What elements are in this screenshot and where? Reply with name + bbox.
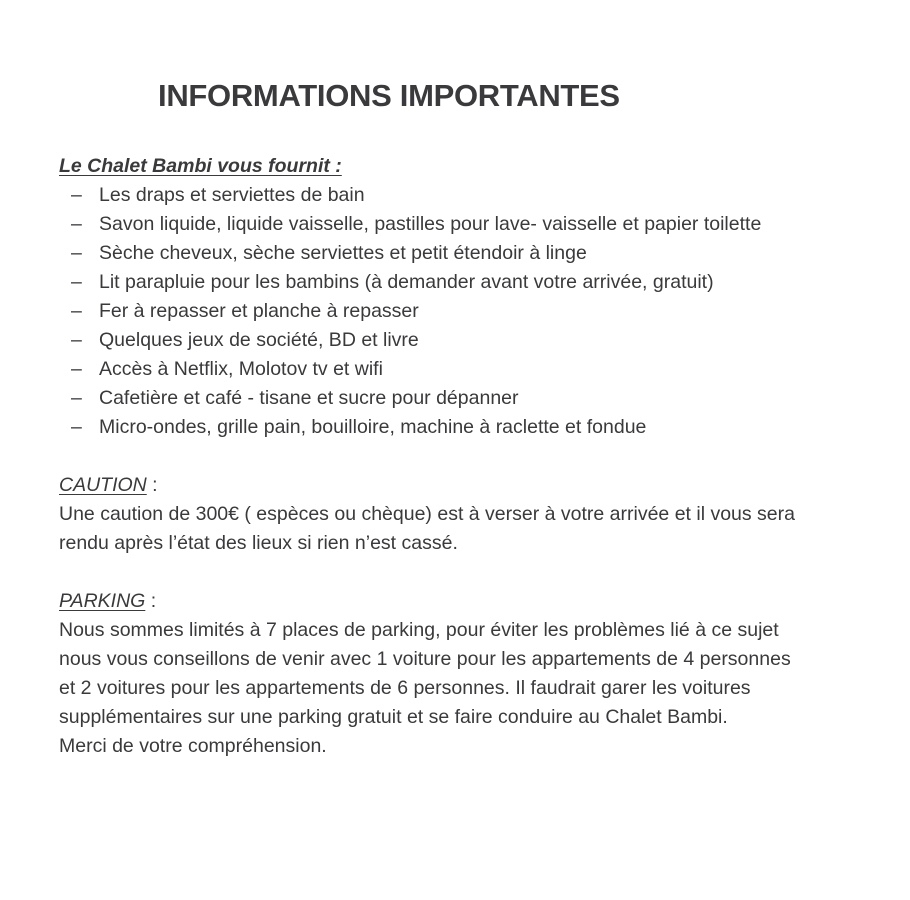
section-spacer bbox=[59, 558, 859, 587]
list-item bbox=[59, 384, 859, 413]
list-item-text: Sèche cheveux, sèche serviettes et petit étendoir à linge bbox=[99, 242, 587, 264]
parking-line: supplémentaires sur une parking gratuit et se faire conduire au Chalet Bambi. bbox=[59, 706, 728, 728]
caution-heading bbox=[59, 471, 859, 500]
provides-heading bbox=[59, 152, 859, 181]
caution-line: Une caution de 300€ ( espèces ou chèque) est à verser à votre arrivée et il vous sera bbox=[59, 503, 795, 525]
parking-section bbox=[59, 587, 859, 761]
caution-line: rendu après l’état des lieux si rien n’est cassé. bbox=[59, 532, 458, 554]
provides-list bbox=[59, 181, 859, 442]
parking-line: Merci de votre compréhension. bbox=[59, 735, 327, 757]
list-item-text: Quelques jeux de société, BD et livre bbox=[99, 329, 419, 351]
caution-text bbox=[59, 500, 859, 558]
list-item-text: Micro-ondes, grille pain, bouilloire, machine à raclette et fondue bbox=[99, 416, 647, 438]
provides-section bbox=[59, 152, 859, 442]
dash-bullet: – bbox=[71, 213, 82, 235]
page-title: INFORMATIONS IMPORTANTES bbox=[158, 78, 620, 113]
parking-text bbox=[59, 616, 859, 761]
dash-bullet: – bbox=[71, 329, 82, 351]
dash-bullet: – bbox=[71, 271, 82, 293]
list-item bbox=[59, 268, 859, 297]
document-body bbox=[59, 152, 859, 761]
list-item-text: Savon liquide, liquide vaisselle, pastilles pour lave- vaisselle et papier toilette bbox=[99, 213, 762, 235]
caution-heading-label: CAUTION bbox=[59, 474, 147, 496]
list-item bbox=[59, 297, 859, 326]
list-item bbox=[59, 181, 859, 210]
parking-heading bbox=[59, 587, 859, 616]
parking-heading-label: PARKING bbox=[59, 590, 146, 612]
caution-heading-colon: : bbox=[146, 474, 158, 496]
list-item bbox=[59, 239, 859, 268]
dash-bullet: – bbox=[71, 387, 82, 409]
dash-bullet: – bbox=[71, 358, 82, 380]
provides-heading-label: Le Chalet Bambi vous fournit : bbox=[59, 155, 342, 177]
section-spacer bbox=[59, 442, 859, 471]
caution-section bbox=[59, 471, 859, 558]
list-item bbox=[59, 355, 859, 384]
list-item-text: Les draps et serviettes de bain bbox=[99, 184, 365, 206]
parking-heading-colon: : bbox=[145, 590, 157, 612]
parking-line: et 2 voitures pour les appartements de 6 personnes. Il faudrait garer les voitures bbox=[59, 677, 751, 699]
list-item-text: Cafetière et café - tisane et sucre pour dépanner bbox=[99, 387, 519, 409]
dash-bullet: – bbox=[71, 416, 82, 438]
dash-bullet: – bbox=[71, 300, 82, 322]
list-item-text: Lit parapluie pour les bambins (à demander avant votre arrivée, gratuit) bbox=[99, 271, 714, 293]
list-item bbox=[59, 413, 859, 442]
list-item-text: Accès à Netflix, Molotov tv et wifi bbox=[99, 358, 383, 380]
parking-line: nous vous conseillons de venir avec 1 voiture pour les appartements de 4 personnes bbox=[59, 648, 791, 670]
list-item bbox=[59, 210, 859, 239]
dash-bullet: – bbox=[71, 184, 82, 206]
list-item bbox=[59, 326, 859, 355]
list-item-text: Fer à repasser et planche à repasser bbox=[99, 300, 419, 322]
dash-bullet: – bbox=[71, 242, 82, 264]
parking-line: Nous sommes limités à 7 places de parking, pour éviter les problèmes lié à ce sujet bbox=[59, 619, 779, 641]
